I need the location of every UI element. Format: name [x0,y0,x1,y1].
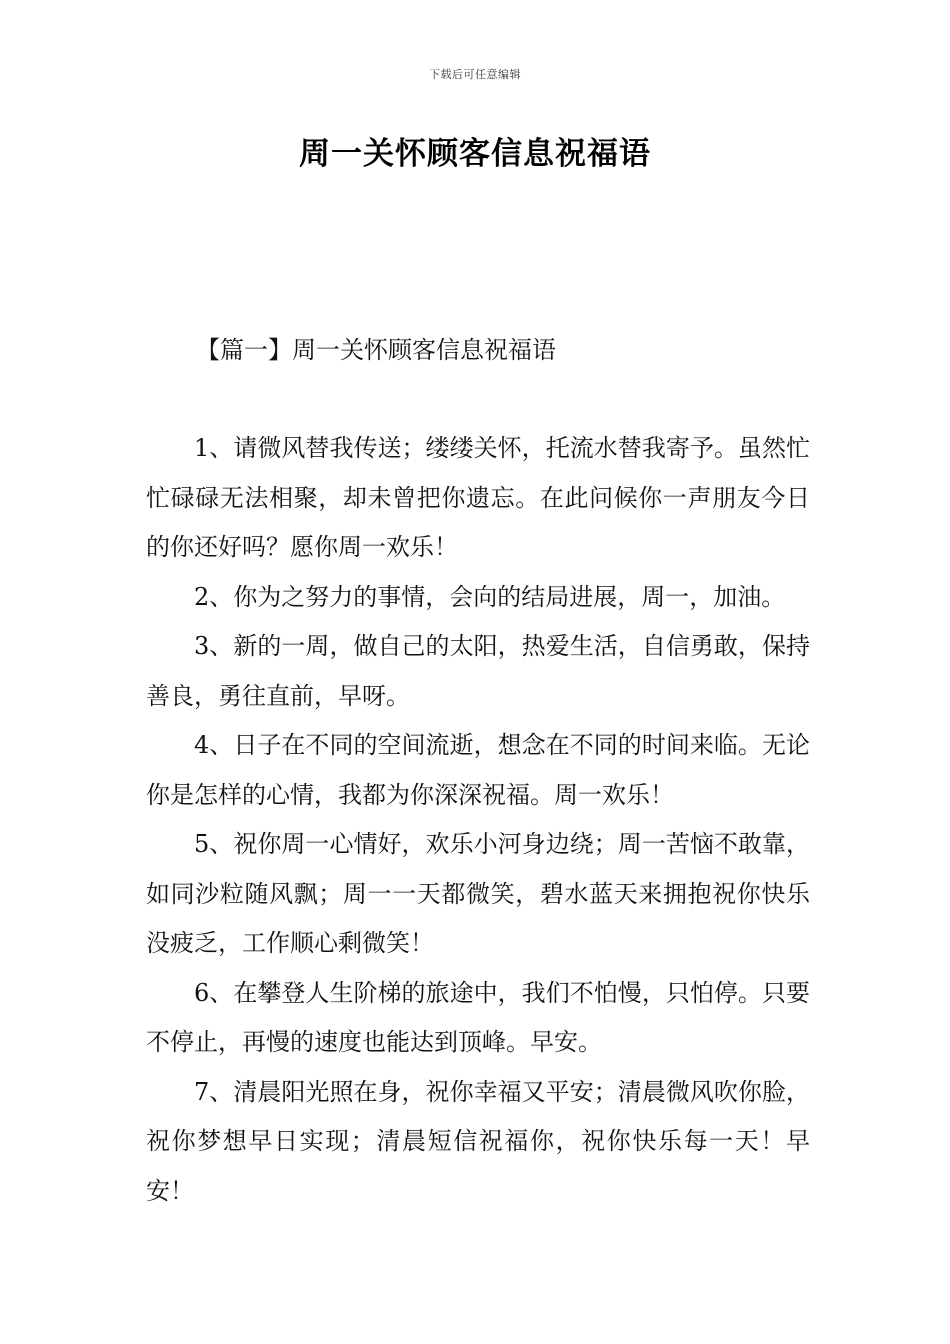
paragraph-4: 4、日子在不同的空间流逝，想念在不同的时间来临。无论你是怎样的心情，我都为你深深祝福。周一欢乐！ [146,731,810,809]
paragraph-2: 2、你为之努力的事情，会向的结局进展，周一，加油。 [194,582,786,611]
paragraph-1: 1、请微风替我传送；缕缕关怀，托流水替我寄予。虽然忙忙碌碌无法相聚，却未曾把你遗忘。在此问候你一声朋友今日的你还好吗？愿你周一欢乐！ [146,434,810,561]
document-body [146,424,810,1216]
section-heading: 【篇一】周一关怀顾客信息祝福语 [196,336,556,364]
page-header-note: 下载后可任意编辑 [429,68,521,81]
paragraph-3: 3、新的一周，做自己的太阳，热爱生活，自信勇敢，保持善良，勇往直前，早呀。 [146,632,810,710]
paragraph-5: 5、祝你周一心情好，欢乐小河身边绕；周一苦恼不敢靠，如同沙粒随风飘；周一一天都微笑，碧水蓝天来拥抱祝你快乐没疲乏，工作顺心剩微笑！ [146,830,810,957]
paragraph-7: 7、清晨阳光照在身，祝你幸福又平安；清晨微风吹你脸，祝你梦想早日实现；清晨短信祝福你，祝你快乐每一天！早安！ [146,1077,810,1205]
document-title: 周一关怀顾客信息祝福语 [299,136,651,172]
paragraph-6: 6、在攀登人生阶梯的旅途中，我们不怕慢，只怕停。只要不停止，再慢的速度也能达到顶峰。早安。 [146,978,810,1056]
